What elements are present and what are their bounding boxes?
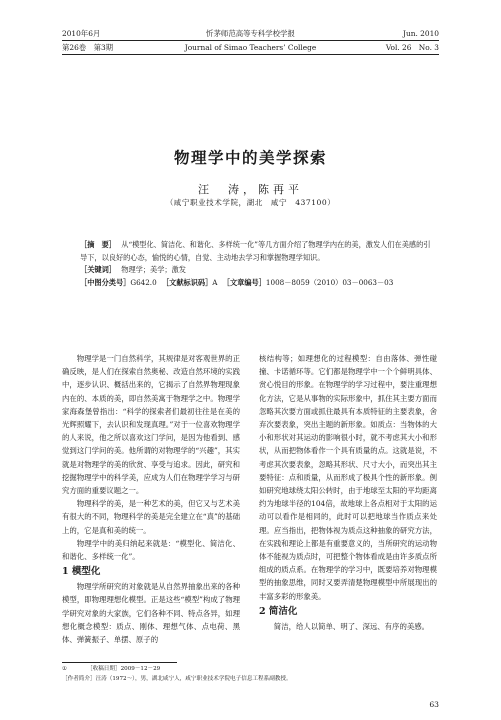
paragraph: 物理学所研究的对象就是从自然界抽象出来的各种模型，即物理理想化模型。正是这些“模型”构成了物理学研究对象的大家族，它们各种不同、特点各异，如理想化概念模型：质点、刚体、理想气体、点电荷、黑体、弹簧振子、单摆、原子的: [62, 582, 240, 645]
received-date: ［收稿日期］2009－12－29: [87, 666, 161, 672]
doc-code-label: ［文献标识码］: [161, 277, 213, 287]
issue-date-en: Jun. 2010: [403, 29, 439, 38]
paragraph: 简洁，给人以简单、明了、深远、有序的美感。: [273, 621, 430, 631]
section-heading-1: 1 模型化: [62, 566, 101, 578]
footnote-author: ［作者简介］汪涛（1972～），男，湖北咸宁人，咸宁职业技术学院电子信息工程系副教授。: [62, 676, 292, 682]
header-rule: [62, 40, 439, 41]
running-header-top: [62, 29, 439, 39]
footnote-marker: ①: [62, 666, 68, 672]
body-column-left: [62, 352, 240, 646]
volume-cn: 第26卷 第3期: [62, 43, 114, 52]
section-heading-2: 2 简洁化: [259, 605, 298, 617]
abstract: [80, 239, 436, 264]
running-header-bottom: [62, 43, 439, 53]
article-id-value: 1008－8059（2010）03－0063－03: [265, 277, 394, 287]
volume-en: Vol. 26 No. 3: [385, 43, 439, 52]
class-label: ［中图分类号］: [80, 277, 131, 287]
class-value: G642.0: [130, 277, 157, 287]
doc-code-value: A: [212, 277, 218, 287]
issue-date-cn: 2010年6月: [62, 29, 101, 38]
page-number: 63: [429, 700, 439, 709]
header-rule-thick: [62, 54, 439, 55]
abstract-block: [80, 239, 436, 289]
footnote-rule: [62, 662, 177, 663]
journal-name-cn: 忻茅师范高等专科学校学报: [206, 29, 295, 38]
article-id-label: ［文章编号］: [222, 277, 266, 287]
paragraph: 物理学中的美归纳起来就是：“模型化、简洁化、和谐化、多样统一化”。: [62, 538, 240, 562]
paragraph: 物理科学的美，是一种艺术的美，但它又与艺术美有很大的不同，物理科学的美是完全建立在“真”的基础上的，它是真和美的统一。: [62, 499, 240, 535]
paper-title: 物理学中的美学探索: [173, 148, 327, 167]
author-affiliation: （咸宁职业技术学院，湖北 咸宁 437100）: [165, 198, 336, 207]
classification-line: [80, 277, 436, 290]
paragraph: 核结构等；如理想化的过程模型：自由落体、弹性碰撞、卡诺循环等。它们都是物理学中一个个鲜明具体、赏心悦目的形象。在物理学的学习过程中，要注重理想化方法，它是从事物的实际形象中，抓住其主要方面而忽略其次要方面或抓住最具有本质特征的主要表象，舍弃次要表象，突出主题的新形象。如质点：当物体的大小和形状对其运动的影响很小时，就不考虑其大小和形状，从而把物体看作一个具有质量的点。这就是说，不考虑其次要表象，忽略其形状、尺寸大小，而突出其主要特征：点和质量，从而形成了极具个性的新形象。例如研究地球绕太阳公转时，由于地球至太阳的平均距离约为地球半径的104倍，故地球上各点相对于太阳的运动可以看作是相同的，此时可以把地球当作质点来处理。应当指出，把物体视为质点这种抽象的研究方法，在实践和理论上都是有重要意义的，当所研究的运动物体不能视为质点时，可把整个物体看成是由许多质点所组成的质点系。在物理学的学习中，既要培养对物理模型的抽象思维，同时又要弄清楚物理模型中所展现出的丰富多彩的形象美。: [259, 354, 437, 601]
paragraph: 物理学是一门自然科学，其规律是对客观世界的正确反映，是人们在探索自然奥秘、改造自然环境的实践中，逐步认识、概括出来的，它揭示了自然界物理现象内在的、本质的美，即自然美寓于物理学之中。物理学家海森堡曾指出：“科学的探索者们最初往往是在美的光辉照耀下，去认识和发现真理。”对于一位喜欢物理学的人来说，他之所以喜欢这门学问，是因为他看到、感觉到这门学问的美。他所谓的对物理学的“兴趣”，其实就是对物理学的美的欣赏、享受与追求。因此，研究和挖掘物理学中的科学美，应成为人们在物理学学习与研究方面的重要议题之一。: [62, 354, 240, 496]
footnote-received: [62, 665, 439, 674]
journal-name-en: Journal of Simao Teachers’ College: [184, 43, 317, 52]
keywords-text: 物理学；美学；激发: [121, 265, 186, 274]
abstract-label: ［摘 要］: [80, 240, 116, 249]
abstract-text: 从“模型化、简洁化、和谐化、多样统一化”等几方面介绍了物理学内在的美，激发人们在美感的引导下，以良好的心态，愉悦的心情，自觉、主动地去学习和掌握物理学知识。: [80, 240, 431, 262]
body-column-right: [259, 352, 437, 633]
keywords-label: ［关键词］: [80, 265, 116, 274]
author-names: 汪 涛，陈再平: [198, 183, 303, 196]
keywords: [80, 264, 436, 277]
